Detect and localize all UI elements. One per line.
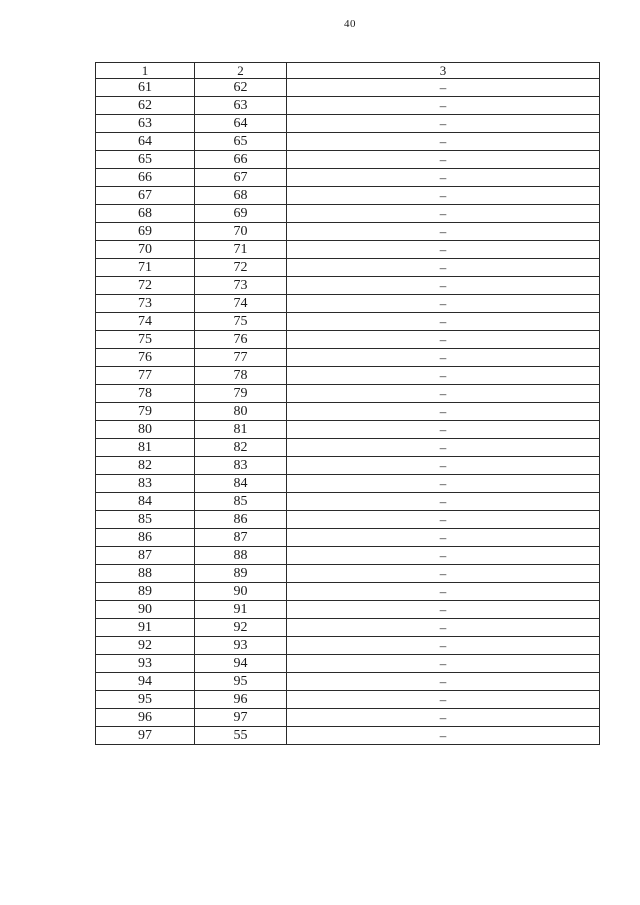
table-cell: 64 — [96, 133, 195, 151]
table-row — [96, 223, 600, 241]
table-cell: 71 — [96, 259, 195, 277]
table-cell: 79 — [195, 385, 287, 403]
table-cell: 83 — [96, 475, 195, 493]
table-cell: 70 — [195, 223, 287, 241]
table-row — [96, 565, 600, 583]
table-row — [96, 349, 600, 367]
data-table — [95, 62, 600, 745]
table-cell: – — [287, 691, 600, 709]
table-cell: – — [287, 547, 600, 565]
table-cell: – — [287, 619, 600, 637]
table-row — [96, 709, 600, 727]
table-row — [96, 169, 600, 187]
table-cell: 85 — [96, 511, 195, 529]
table-cell: 77 — [195, 349, 287, 367]
table-cell: – — [287, 583, 600, 601]
table-cell: 85 — [195, 493, 287, 511]
column-header: 3 — [287, 63, 600, 79]
table-cell: 74 — [195, 295, 287, 313]
table-cell: 87 — [195, 529, 287, 547]
table-cell: – — [287, 493, 600, 511]
table-cell: 86 — [96, 529, 195, 547]
table-cell: 82 — [96, 457, 195, 475]
table-cell: – — [287, 205, 600, 223]
table-cell: 91 — [195, 601, 287, 619]
table-row — [96, 727, 600, 745]
table-cell: 89 — [96, 583, 195, 601]
table-row — [96, 673, 600, 691]
table-header-row — [96, 63, 600, 79]
table-cell: 88 — [96, 565, 195, 583]
table-cell: 80 — [96, 421, 195, 439]
table-row — [96, 187, 600, 205]
table-cell: – — [287, 709, 600, 727]
table-cell: 63 — [96, 115, 195, 133]
table-cell: – — [287, 295, 600, 313]
table-row — [96, 601, 600, 619]
table-row — [96, 655, 600, 673]
table-cell: 83 — [195, 457, 287, 475]
table-cell: 84 — [195, 475, 287, 493]
table-cell: 80 — [195, 403, 287, 421]
table-cell: 76 — [195, 331, 287, 349]
table-cell: – — [287, 187, 600, 205]
table-cell: 92 — [96, 637, 195, 655]
table-cell: 90 — [195, 583, 287, 601]
table-cell: 66 — [96, 169, 195, 187]
table-cell: – — [287, 637, 600, 655]
table-cell: 91 — [96, 619, 195, 637]
table-row — [96, 115, 600, 133]
table-cell: 96 — [96, 709, 195, 727]
table-row — [96, 205, 600, 223]
table-cell: – — [287, 313, 600, 331]
page-number: 40 — [344, 18, 356, 30]
table-cell: 63 — [195, 97, 287, 115]
table-row — [96, 619, 600, 637]
table-cell: – — [287, 349, 600, 367]
table-cell: 73 — [96, 295, 195, 313]
table-row — [96, 529, 600, 547]
table-cell: – — [287, 367, 600, 385]
table-cell: 87 — [96, 547, 195, 565]
table-cell: – — [287, 133, 600, 151]
table-cell: 69 — [195, 205, 287, 223]
table-cell: – — [287, 601, 600, 619]
table-cell: – — [287, 97, 600, 115]
table-cell: 95 — [96, 691, 195, 709]
table-cell: 64 — [195, 115, 287, 133]
table-cell: 67 — [195, 169, 287, 187]
column-header: 2 — [195, 63, 287, 79]
table-cell: – — [287, 331, 600, 349]
table-cell: – — [287, 673, 600, 691]
table-row — [96, 439, 600, 457]
table-row — [96, 511, 600, 529]
table-cell: 81 — [96, 439, 195, 457]
table-row — [96, 295, 600, 313]
table-cell: – — [287, 439, 600, 457]
table-cell: 74 — [96, 313, 195, 331]
table-row — [96, 493, 600, 511]
table-cell: – — [287, 79, 600, 97]
table-body — [96, 79, 600, 745]
table-cell: 71 — [195, 241, 287, 259]
table-cell: 76 — [96, 349, 195, 367]
table-row — [96, 313, 600, 331]
table-cell: 82 — [195, 439, 287, 457]
table-cell: 79 — [96, 403, 195, 421]
table-cell: – — [287, 475, 600, 493]
table-cell: – — [287, 421, 600, 439]
table-cell: 95 — [195, 673, 287, 691]
table-cell: – — [287, 655, 600, 673]
table-cell: – — [287, 115, 600, 133]
table-row — [96, 133, 600, 151]
table-cell: 62 — [195, 79, 287, 97]
table-cell: 62 — [96, 97, 195, 115]
table-row — [96, 241, 600, 259]
table-cell: 65 — [96, 151, 195, 169]
table-cell: – — [287, 529, 600, 547]
table-cell: – — [287, 169, 600, 187]
table-cell: – — [287, 727, 600, 745]
table-cell: – — [287, 277, 600, 295]
table-cell: 88 — [195, 547, 287, 565]
table-cell: 75 — [96, 331, 195, 349]
table-row — [96, 79, 600, 97]
table-row — [96, 637, 600, 655]
table-cell: – — [287, 457, 600, 475]
table-row — [96, 277, 600, 295]
table-cell: – — [287, 565, 600, 583]
table-row — [96, 367, 600, 385]
table-cell: 55 — [195, 727, 287, 745]
table-cell: 84 — [96, 493, 195, 511]
table-cell: – — [287, 403, 600, 421]
table-cell: 72 — [96, 277, 195, 295]
table-row — [96, 385, 600, 403]
table-cell: 73 — [195, 277, 287, 295]
table-cell: 93 — [195, 637, 287, 655]
table-cell: 96 — [195, 691, 287, 709]
table-cell: 66 — [195, 151, 287, 169]
table-row — [96, 97, 600, 115]
table-cell: – — [287, 511, 600, 529]
table-cell: – — [287, 259, 600, 277]
table-cell: 72 — [195, 259, 287, 277]
table-cell: 94 — [96, 673, 195, 691]
table-row — [96, 691, 600, 709]
table-cell: 78 — [195, 367, 287, 385]
table-cell: – — [287, 385, 600, 403]
table-row — [96, 151, 600, 169]
table-cell: 94 — [195, 655, 287, 673]
table-row — [96, 547, 600, 565]
table-cell: 97 — [195, 709, 287, 727]
table-row — [96, 331, 600, 349]
table-cell: – — [287, 223, 600, 241]
table-cell: 92 — [195, 619, 287, 637]
table-row — [96, 583, 600, 601]
table-row — [96, 403, 600, 421]
table-row — [96, 475, 600, 493]
table-cell: 65 — [195, 133, 287, 151]
table-cell: 69 — [96, 223, 195, 241]
table-cell: – — [287, 241, 600, 259]
table-cell: 86 — [195, 511, 287, 529]
table-cell: 68 — [195, 187, 287, 205]
table-cell: 67 — [96, 187, 195, 205]
table-row — [96, 457, 600, 475]
table-cell: 90 — [96, 601, 195, 619]
table-cell: 81 — [195, 421, 287, 439]
table-cell: 77 — [96, 367, 195, 385]
table-row — [96, 259, 600, 277]
table-cell: 68 — [96, 205, 195, 223]
table-cell: 78 — [96, 385, 195, 403]
table-cell: 89 — [195, 565, 287, 583]
table-cell: – — [287, 151, 600, 169]
table-cell: 61 — [96, 79, 195, 97]
column-header: 1 — [96, 63, 195, 79]
table-cell: 75 — [195, 313, 287, 331]
table-cell: 93 — [96, 655, 195, 673]
table-cell: 97 — [96, 727, 195, 745]
table-row — [96, 421, 600, 439]
table-cell: 70 — [96, 241, 195, 259]
